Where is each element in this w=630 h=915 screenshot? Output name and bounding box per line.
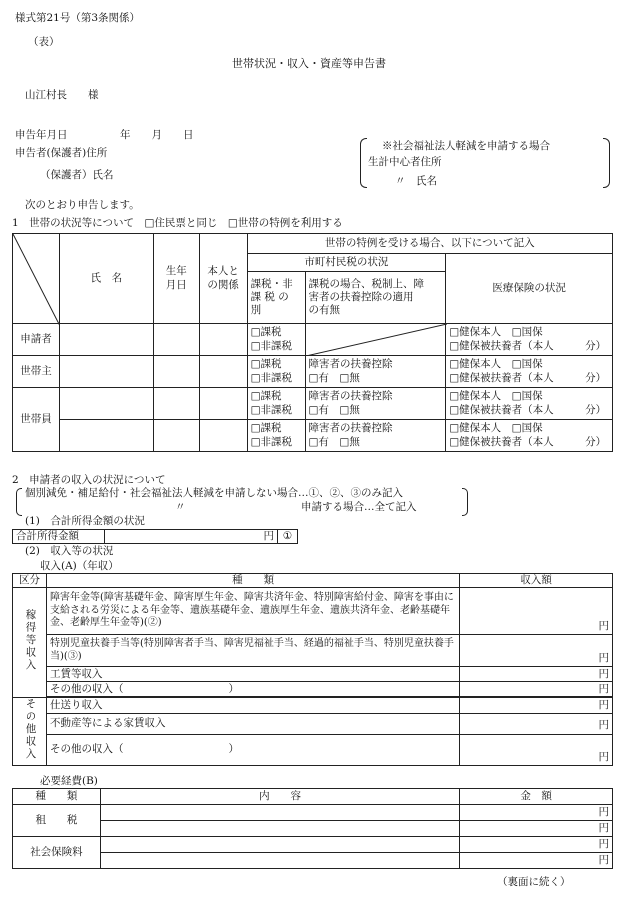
checkbox-deduction[interactable]: □有 □無: [308, 371, 360, 384]
income-row-rent: 不動産等による家賃収入: [46, 713, 459, 734]
side-label: （表）: [28, 36, 60, 48]
continued-note: （裏面に続く）: [497, 876, 571, 888]
col-kingaku: 金 額: [460, 789, 613, 805]
tax-content-1[interactable]: [100, 805, 459, 821]
income-row-wages: 工賃等収入: [46, 667, 459, 682]
checkbox-insured-dependent[interactable]: □健保被扶養者（本人 分）: [449, 339, 607, 352]
checkbox-insured-dependent[interactable]: □健保被扶養者（本人 分）: [449, 403, 607, 416]
other-income-label: その他収入: [13, 698, 47, 766]
income-row-pension: 障害年金等(障害基礎年金、障害厚生年金、障害共済年金、特別障害給付金、障害を事由に支給される労災による年金等、遺族基礎年金、遺族厚生年金、遺族共済年金、老齢基礎年金、老齢厚生年金等)(②): [46, 588, 459, 635]
member1-insurance-cell[interactable]: [446, 388, 613, 420]
member2-name-cell[interactable]: [59, 420, 153, 452]
income-row-other1: その他の収入（ ）: [46, 682, 459, 697]
checkbox-nontaxed[interactable]: □非課税: [250, 403, 293, 416]
tax-content-2[interactable]: [100, 821, 459, 837]
tax-label: 租 税: [13, 805, 101, 837]
social-amount-1[interactable]: 円: [460, 837, 613, 853]
deduction-label: 障害者の扶養控除: [308, 358, 393, 371]
section2-heading: 2 申請者の収入の状況について: [12, 474, 166, 486]
checkbox-taxed[interactable]: □課税: [250, 326, 282, 339]
member2-deduction-cell[interactable]: [305, 420, 446, 452]
total-income-value[interactable]: 円: [104, 530, 277, 544]
earned-income-label: 稼得等収入: [13, 588, 47, 698]
row-label-applicant: 申請者: [13, 324, 60, 356]
row-label-member: 世帯員: [13, 388, 60, 452]
income-row-remittance: 仕送り収入: [46, 698, 459, 714]
income-amount-wages[interactable]: 円: [460, 667, 613, 682]
col-municipal-tax: 市町村民税の状況: [247, 254, 446, 272]
income-amount-rent[interactable]: 円: [460, 713, 613, 734]
checkbox-deduction[interactable]: □有 □無: [308, 435, 360, 448]
householder-deduction-cell[interactable]: [305, 356, 446, 388]
col-kind2: 種 類: [13, 789, 101, 805]
note-name: 〃 氏名: [395, 175, 437, 187]
note-title: ※社会福祉法人軽減を申請する場合: [382, 140, 550, 152]
sub2-heading: (2) 収入等の状況: [25, 545, 114, 557]
applicant-address-label: 申告者(保護者)住所: [15, 147, 108, 159]
member2-birth-cell[interactable]: [153, 420, 199, 452]
social-content-2[interactable]: [100, 853, 459, 869]
member1-birth-cell[interactable]: [153, 388, 199, 420]
expense-table: [12, 788, 613, 869]
bracket-line2: 〃 申請する場合…全て記入: [175, 501, 417, 513]
checkbox-taxed[interactable]: □課税: [250, 422, 282, 435]
tax-amount-1[interactable]: 円: [460, 805, 613, 821]
income-a-label: 収入(A)（年収）: [40, 560, 119, 572]
deduction-label: 障害者の扶養控除: [308, 422, 393, 435]
section1-heading: 1 世帯の状況等について □住民票と同じ □世帯の特例を利用する: [12, 217, 343, 229]
social-insurance-label: 社会保険料: [13, 837, 101, 869]
income-amount-other1[interactable]: 円: [460, 682, 613, 697]
col-deduction: 課税の場合、税制上、障 害者の扶養控除の適用 の有無: [305, 272, 446, 324]
applicant-name-cell[interactable]: [59, 324, 153, 356]
col-relation: 本人と の関係: [199, 234, 247, 324]
expense-b-label: 必要経費(B): [40, 775, 98, 787]
form-number: 様式第21号（第3条関係）: [15, 12, 141, 24]
row-label-householder: 世帯主: [13, 356, 60, 388]
checkbox-insured-self[interactable]: □健保本人 □国保: [449, 326, 543, 339]
col-content: 内 容: [100, 789, 459, 805]
checkbox-nontaxed[interactable]: □非課税: [250, 435, 293, 448]
member2-tax-cell[interactable]: [247, 420, 305, 452]
household-table: [12, 233, 613, 452]
col-kubun: 区分: [13, 574, 47, 588]
applicant-insurance-cell[interactable]: [446, 324, 613, 356]
income-table: [12, 573, 613, 766]
income-amount-other2[interactable]: 円: [460, 734, 613, 765]
householder-tax-cell[interactable]: [247, 356, 305, 388]
income-amount-pension[interactable]: 円: [460, 588, 613, 635]
diagonal-line: [13, 234, 60, 326]
page-title: 世帯状況・収入・資産等申告書: [232, 57, 386, 70]
member1-name-cell[interactable]: [59, 388, 153, 420]
checkbox-insured-self[interactable]: □健保本人 □国保: [449, 390, 543, 403]
applicant-relation-cell[interactable]: [199, 324, 247, 356]
checkbox-nontaxed[interactable]: □非課税: [250, 339, 293, 352]
checkbox-taxed[interactable]: □課税: [250, 390, 282, 403]
marker-1: ①: [278, 530, 298, 544]
sub1-heading: (1) 合計所得金額の状況: [25, 515, 145, 527]
social-amount-2[interactable]: 円: [460, 853, 613, 869]
member1-deduction-cell[interactable]: [305, 388, 446, 420]
checkbox-insured-dependent[interactable]: □健保被扶養者（本人 分）: [449, 435, 607, 448]
member2-relation-cell[interactable]: [199, 420, 247, 452]
bracket-left: [16, 488, 22, 516]
note-bracket-right: [603, 138, 610, 188]
col-special-case: 世帯の特例を受ける場合、以下について記入: [247, 234, 612, 254]
member1-relation-cell[interactable]: [199, 388, 247, 420]
total-income-label: 合計所得金額: [13, 530, 105, 544]
total-income-table: [12, 529, 298, 544]
tax-amount-2[interactable]: 円: [460, 821, 613, 837]
householder-name-cell[interactable]: [59, 356, 153, 388]
intro-text: 次のとおり申告します。: [25, 199, 140, 211]
addressee: 山江村長 様: [25, 89, 99, 101]
applicant-tax-cell[interactable]: [247, 324, 305, 356]
member1-tax-cell[interactable]: [247, 388, 305, 420]
col-kind: 種 類: [46, 574, 459, 588]
checkbox-nontaxed[interactable]: □非課税: [250, 371, 293, 384]
income-amount-remittance[interactable]: 円: [460, 698, 613, 714]
col-tax-status: 課税・非 課 税 の 別: [247, 272, 305, 324]
bracket-right: [462, 488, 468, 516]
checkbox-taxed[interactable]: □課税: [250, 358, 282, 371]
checkbox-deduction[interactable]: □有 □無: [308, 403, 360, 416]
deduction-diagonal: [306, 324, 447, 356]
checkbox-insured-self[interactable]: □健保本人 □国保: [449, 422, 543, 435]
corner-cell: [13, 234, 60, 324]
col-name: 氏 名: [59, 234, 153, 324]
col-insurance: 医療保険の状況: [446, 254, 613, 324]
householder-birth-cell[interactable]: [153, 356, 199, 388]
col-birthdate: 生年 月日: [153, 234, 199, 324]
checkbox-insured-dependent[interactable]: □健保被扶養者（本人 分）: [449, 371, 607, 384]
income-amount-allowance[interactable]: 円: [460, 635, 613, 667]
income-row-allowance: 特別児童扶養手当等(特別障害者手当、障害児福祉手当、経過的福祉手当、特別児童扶養手当)(③): [46, 635, 459, 667]
note-address: 生計中心者住所: [368, 156, 442, 168]
social-content-1[interactable]: [100, 837, 459, 853]
col-amount: 収入額: [460, 574, 613, 588]
applicant-birth-cell[interactable]: [153, 324, 199, 356]
applicant-name-label: （保護者）氏名: [40, 169, 114, 181]
bracket-line1: 個別減免・補足給付・社会福祉法人軽減を申請しない場合…①、②、③のみ記入: [25, 487, 403, 499]
householder-relation-cell[interactable]: [199, 356, 247, 388]
application-date: 申告年月日 年 月 日: [15, 129, 194, 141]
householder-insurance-cell[interactable]: [446, 356, 613, 388]
applicant-deduction-cell: [305, 324, 446, 356]
deduction-label: 障害者の扶養控除: [308, 390, 393, 403]
income-row-other2: その他の収入（ ）: [46, 734, 459, 765]
member2-insurance-cell[interactable]: [446, 420, 613, 452]
note-bracket-left: [360, 138, 367, 188]
checkbox-insured-self[interactable]: □健保本人 □国保: [449, 358, 543, 371]
